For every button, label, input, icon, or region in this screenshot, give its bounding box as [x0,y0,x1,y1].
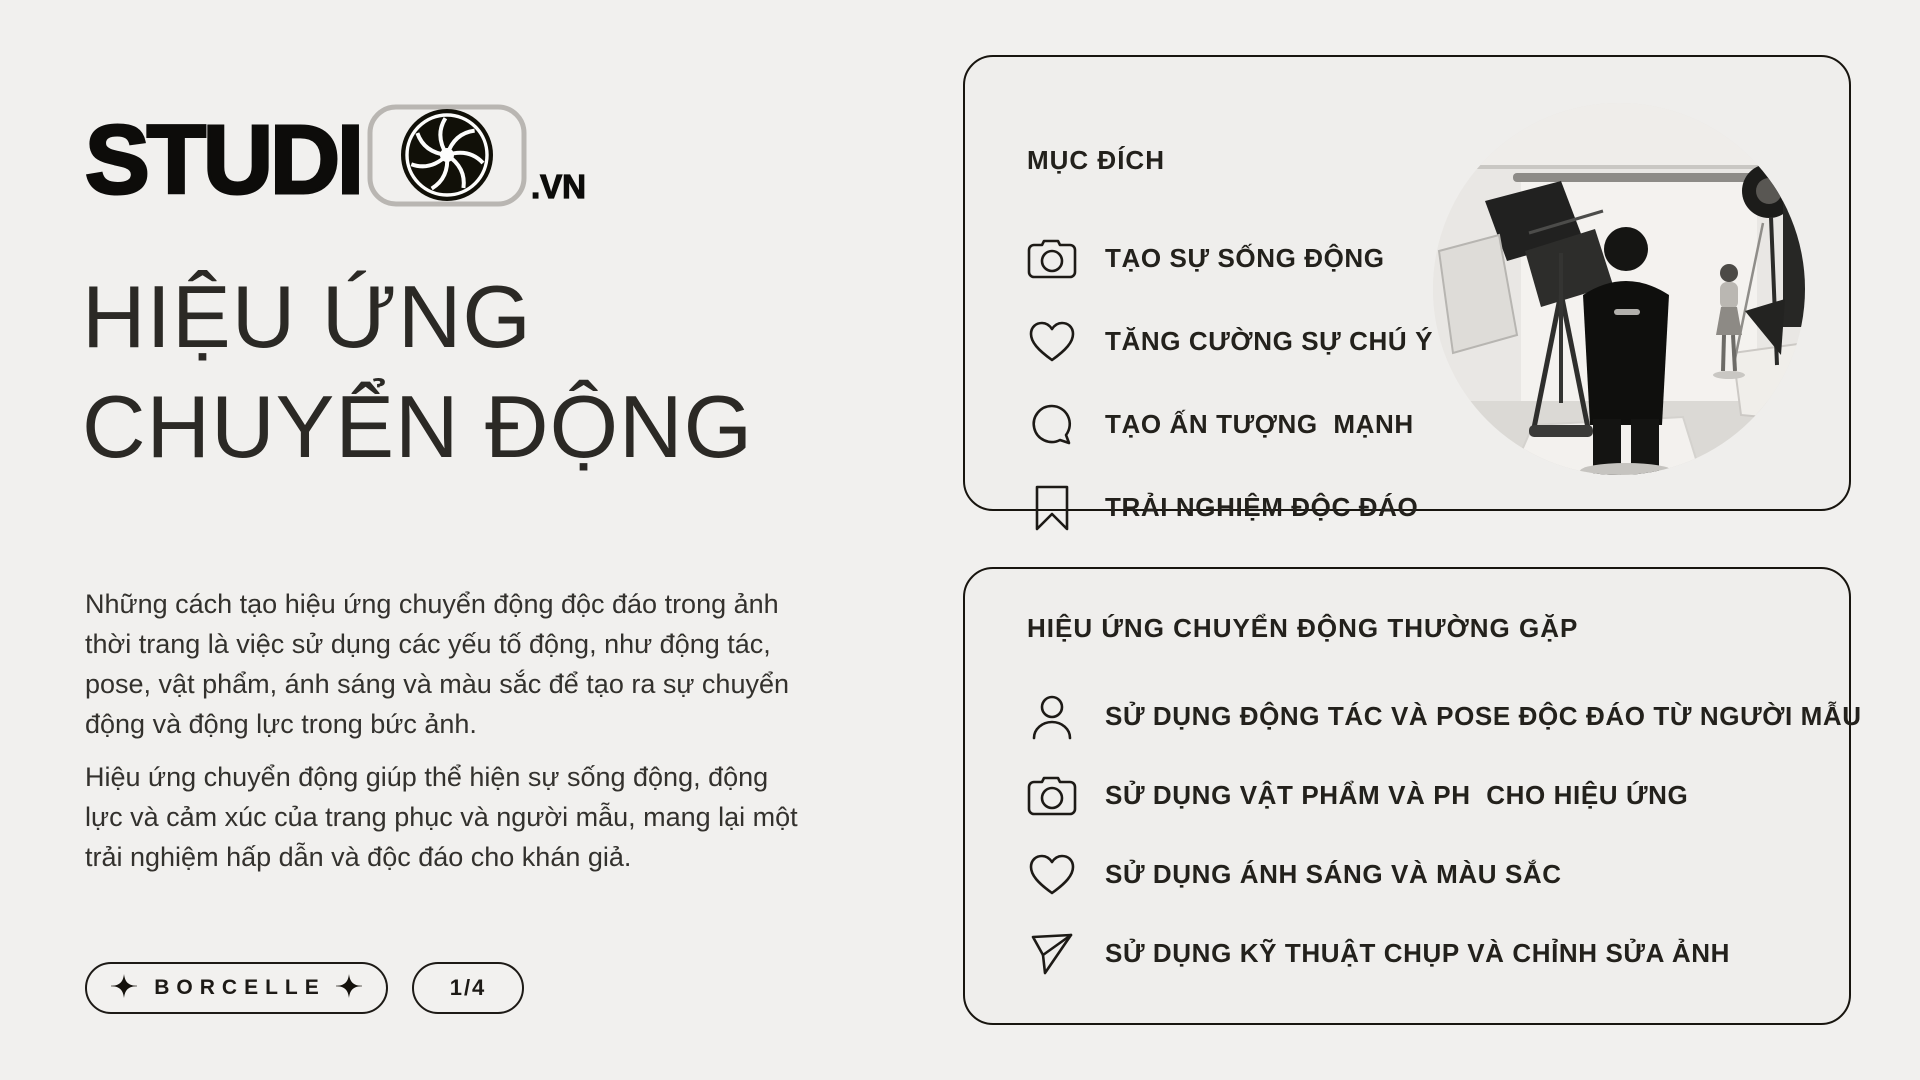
list-item-label: TẠO ẤN TƯỢNG MẠNH [1105,409,1414,439]
title-line-2: CHUYỂN ĐỘNG [82,377,754,476]
title-line-1: HIỆU ỨNG [82,267,532,366]
bookmark-icon [1027,484,1077,532]
page-title [82,262,842,482]
brand-badge [85,962,388,1014]
common-effects-item-list [1027,677,1862,993]
page-indicator-label: 1/4 [449,975,487,1000]
list-item-label: SỬ DỤNG KỸ THUẬT CHỤP VÀ CHỈNH SỬA ẢNH [1105,938,1730,968]
logo-wordmark: STUDI [85,105,361,214]
list-item [1027,466,1433,549]
send-icon [1027,931,1077,977]
common-effects-card-heading: HIỆU ỨNG CHUYỂN ĐỘNG THƯỜNG GẶP [1027,613,1579,643]
list-item-label: SỬ DỤNG VẬT PHẨM VÀ PH CHO HIỆU ỨNG [1105,780,1689,810]
list-item [1027,677,1862,756]
purpose-card-heading: MỤC ĐÍCH [1027,145,1165,175]
list-item-label: TĂNG CƯỜNG SỰ CHÚ Ý [1105,326,1434,356]
list-item [1027,217,1433,300]
sparkle-icon [336,973,362,1004]
list-item-label: SỬ DỤNG ĐỘNG TÁC VÀ POSE ĐỘC ĐÁO TỪ NGƯỜI MẪU [1105,701,1862,731]
intro-paragraph-1: Những cách tạo hiệu ứng chuyển động độc đáo trong ảnh thời trang là việc sử dụng các yếu tố động, như động tác, pose, vật phẩm, ánh sáng và màu sắc để tạo ra sự chuyển động và động lực trong bức ảnh. [85,589,789,739]
common-effects-card [963,567,1862,1025]
list-item-label: TẠO SỰ SỐNG ĐỘNG [1105,243,1385,273]
list-item [1027,300,1433,383]
page-indicator-badge [412,962,524,1014]
heart-icon [1027,320,1077,364]
list-item-label: SỬ DỤNG ÁNH SÁNG VÀ MÀU SẮC [1105,859,1562,889]
camera-icon [1027,774,1077,818]
list-item-label: TRẢI NGHIỆM ĐỘC ĐÁO [1105,492,1419,522]
comment-icon [1027,402,1077,448]
logo-domain-suffix: .VN [531,168,587,205]
purpose-item-list [1027,217,1433,549]
studio-logo [85,103,587,214]
list-item [1027,756,1862,835]
camera-icon [1027,237,1077,281]
camera-aperture-icon [367,103,527,212]
purpose-card [963,55,1851,522]
list-item [1027,383,1433,466]
studio-photo [1433,103,1805,475]
brand-badge-label: BORCELLE [154,976,326,999]
list-item [1027,914,1862,993]
list-item [1027,835,1862,914]
intro-paragraph-2: Hiệu ứng chuyển động giúp thể hiện sự sống động, động lực và cảm xúc của trang phục và người mẫu, mang lại một trải nghiệm hấp dẫn và độc đáo cho khán giả. [85,762,798,872]
footer [85,962,524,1014]
sparkle-icon [111,973,137,1004]
intro-text [85,584,798,890]
heart-icon [1027,853,1077,897]
person-icon [1027,694,1077,740]
